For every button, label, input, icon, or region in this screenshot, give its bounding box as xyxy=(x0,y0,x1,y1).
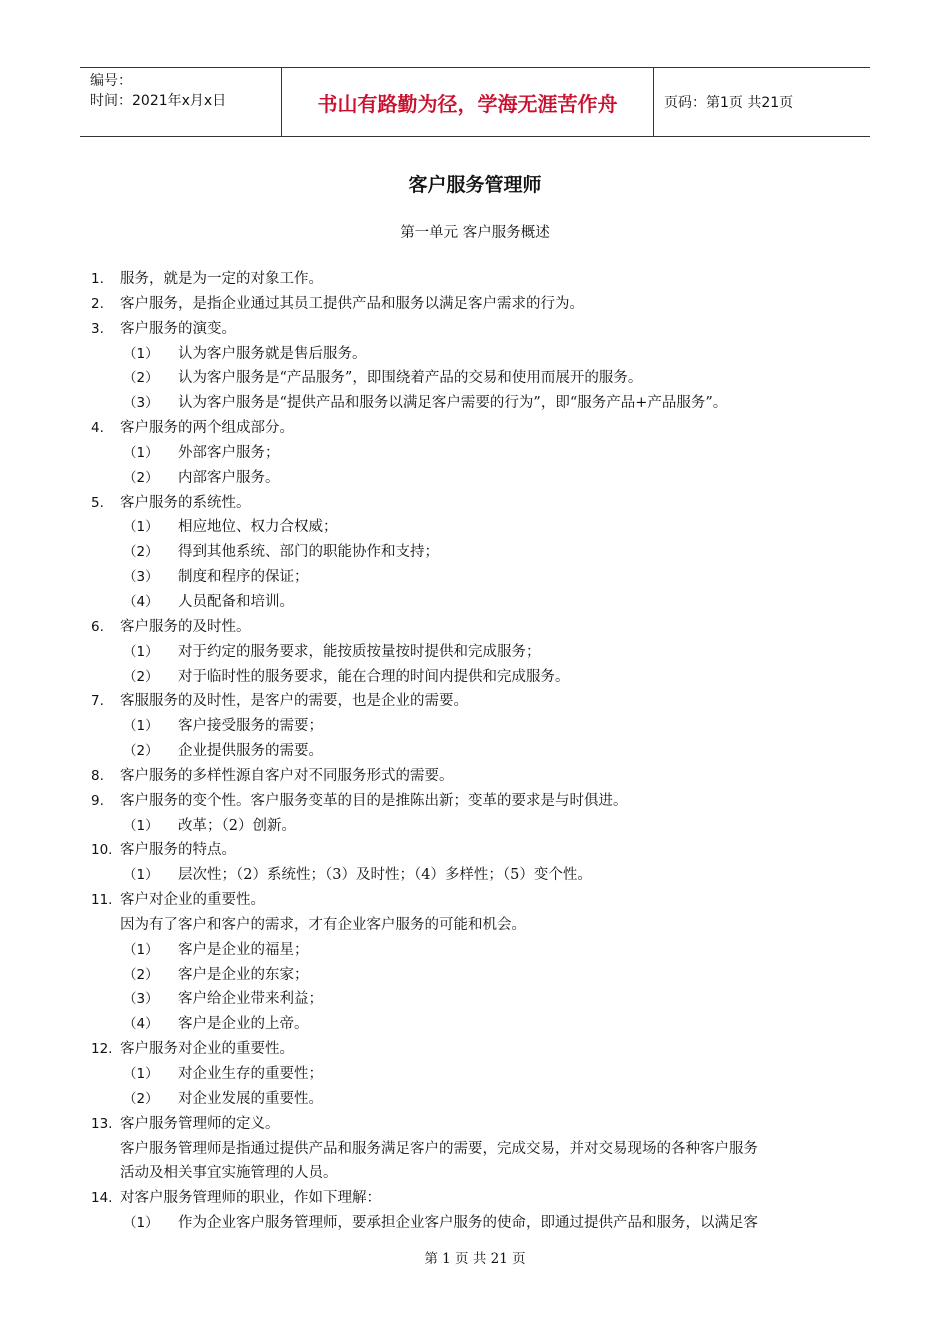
header-number-label: 编号： xyxy=(90,73,132,89)
page-footer: 第 1 页 共 21 页 xyxy=(424,1251,526,1267)
sub-item-number: （1） xyxy=(123,643,159,660)
document-title: 客户服务管理师 xyxy=(408,174,542,196)
sub-list-item xyxy=(0,1012,950,1037)
sub-list-item xyxy=(0,441,950,466)
sub-list-item xyxy=(0,515,950,540)
sub-item-text: 改革；（2）创新。 xyxy=(178,817,296,834)
sub-list-item xyxy=(0,714,950,739)
sub-item-text: 制度和程序的保证； xyxy=(178,569,309,586)
list-item-text: 客户服务管理师的定义。 xyxy=(120,1115,280,1132)
list-item xyxy=(0,317,950,342)
list-item xyxy=(0,1037,950,1062)
sub-list-item xyxy=(0,342,950,367)
list-item-text: 客户服务的系统性。 xyxy=(120,494,251,511)
list-item-text: 客户对企业的重要性。 xyxy=(120,892,265,909)
sub-list-item xyxy=(0,863,950,888)
list-item xyxy=(0,615,950,640)
sub-list-item xyxy=(0,391,950,416)
sub-item-text: 作为企业客户服务管理师，要承担企业客户服务的使命，即通过提供产品和服务，以满足客 xyxy=(178,1215,758,1232)
list-item-number: 13. xyxy=(91,1115,113,1132)
sub-item-number: （2） xyxy=(123,1090,159,1107)
list-item xyxy=(0,764,950,789)
header-page-code: 页码：第1页 共21页 xyxy=(664,95,794,111)
list-item-number: 6. xyxy=(91,618,104,635)
list-item-text: 客户服务的特点。 xyxy=(120,842,236,859)
header-motto: 书山有路勤为径，学海无涯苦作舟 xyxy=(282,68,654,136)
sub-item-number: （2） xyxy=(123,370,159,387)
sub-item-text: 外部客户服务； xyxy=(178,444,280,461)
sub-item-number: （2） xyxy=(123,544,159,561)
sub-list-item xyxy=(0,739,950,764)
list-item xyxy=(0,838,950,863)
list-item xyxy=(0,416,950,441)
sub-list-item xyxy=(0,987,950,1012)
sub-list-item xyxy=(0,590,950,615)
page-header xyxy=(80,67,870,137)
sub-list-item xyxy=(0,665,950,690)
list-item xyxy=(0,888,950,913)
sub-list-item xyxy=(0,366,950,391)
sub-item-number: （1） xyxy=(123,718,159,735)
sub-list-item xyxy=(0,814,950,839)
sub-item-text: 客户是企业的福星； xyxy=(178,941,309,958)
list-item xyxy=(0,689,950,714)
list-item-number: 1. xyxy=(91,271,104,287)
list-item-text: 服务，就是为一定的对象工作。 xyxy=(120,271,323,287)
sub-item-number: （3） xyxy=(123,991,159,1008)
sub-item-number: （2） xyxy=(123,668,159,685)
list-item-text: 客户服务的演变。 xyxy=(120,320,236,337)
sub-item-text: 人员配备和培训。 xyxy=(178,593,294,610)
list-item-number: 11. xyxy=(91,892,113,909)
sub-item-text: 客户是企业的东家； xyxy=(178,966,309,983)
document-subtitle: 第一单元 客户服务概述 xyxy=(400,225,550,241)
sub-item-number: （2） xyxy=(123,966,159,983)
list-item xyxy=(0,1112,950,1137)
sub-list-item xyxy=(0,1062,950,1087)
sub-list-item xyxy=(0,466,950,491)
sub-item-text: 认为客户服务是“产品服务”，即围绕着产品的交易和使用而展开的服务。 xyxy=(178,370,643,387)
sub-item-number: （3） xyxy=(123,395,159,412)
sub-item-number: （1） xyxy=(123,941,159,958)
sub-list-item xyxy=(0,540,950,565)
list-item-number: 14. xyxy=(91,1190,113,1207)
list-item-text: 对客户服务管理师的职业，作如下理解： xyxy=(120,1190,381,1207)
sub-list-item xyxy=(0,565,950,590)
paragraph-line xyxy=(0,1137,950,1162)
sub-item-number: （2） xyxy=(123,469,159,486)
sub-item-number: （1） xyxy=(123,1215,159,1232)
sub-list-item xyxy=(0,938,950,963)
sub-item-text: 客户给企业带来利益； xyxy=(178,991,323,1008)
sub-item-text: 客户是企业的上帝。 xyxy=(178,1016,309,1033)
sub-item-text: 认为客户服务是“提供产品和服务以满足客户需要的行为”，即“服务产品+产品服务”。 xyxy=(178,395,728,412)
sub-item-number: （1） xyxy=(123,345,159,362)
sub-item-text: 企业提供服务的需要。 xyxy=(178,743,323,760)
list-item-number: 4. xyxy=(91,420,104,437)
sub-item-text: 对企业生存的重要性； xyxy=(178,1066,323,1082)
sub-list-item xyxy=(0,640,950,665)
sub-item-number: （3） xyxy=(123,569,159,586)
list-item-text: 客户服务，是指企业通过其员工提供产品和服务以满足客户需求的行为。 xyxy=(120,295,584,312)
paragraph-line xyxy=(0,913,950,938)
document-body xyxy=(0,267,950,1236)
list-item-text: 客户服务的多样性源自客户对不同服务形式的需要。 xyxy=(120,767,454,784)
sub-item-text: 对于临时性的服务要求，能在合理的时间内提供和完成服务。 xyxy=(178,668,570,685)
list-item xyxy=(0,1186,950,1211)
sub-item-number: （1） xyxy=(123,817,159,834)
sub-item-text: 得到其他系统、部门的职能协作和支持； xyxy=(178,544,439,561)
list-item xyxy=(0,491,950,516)
sub-item-text: 认为客户服务就是售后服务。 xyxy=(178,345,367,362)
list-item-text: 客户服务的及时性。 xyxy=(120,618,251,635)
list-item xyxy=(0,267,950,292)
sub-item-number: （1） xyxy=(123,519,159,536)
sub-item-text: 内部客户服务。 xyxy=(178,469,280,486)
paragraph-line xyxy=(0,1161,950,1186)
sub-item-number: （4） xyxy=(123,593,159,610)
list-item-text: 客户服务对企业的重要性。 xyxy=(120,1041,294,1058)
list-item-number: 9. xyxy=(91,792,104,809)
sub-list-item xyxy=(0,1211,950,1236)
sub-item-number: （1） xyxy=(123,1066,159,1082)
sub-item-text: 相应地位、权力合权威； xyxy=(178,519,338,536)
header-left-cell xyxy=(80,68,282,136)
sub-list-item xyxy=(0,963,950,988)
list-item-number: 5. xyxy=(91,494,104,511)
list-item xyxy=(0,292,950,317)
list-item-text: 客户服务的变个性。客户服务变革的目的是推陈出新；变革的要求是与时俱进。 xyxy=(120,792,628,809)
list-item-text: 客户服务的两个组成部分。 xyxy=(120,420,294,437)
list-item-number: 7. xyxy=(91,693,104,710)
paragraph-text: 活动及相关事宜实施管理的人员。 xyxy=(120,1165,338,1182)
paragraph-text: 客户服务管理师是指通过提供产品和服务满足客户的需要，完成交易，并对交易现场的各种客户服务 xyxy=(120,1140,758,1157)
sub-item-number: （4） xyxy=(123,1016,159,1033)
sub-item-text: 客户接受服务的需要； xyxy=(178,718,323,735)
list-item-number: 12. xyxy=(91,1041,113,1058)
list-item-number: 2. xyxy=(91,295,104,312)
list-item-number: 10. xyxy=(91,842,113,859)
list-item-number: 3. xyxy=(91,320,104,337)
paragraph-text: 因为有了客户和客户的需求，才有企业客户服务的可能和机会。 xyxy=(120,916,526,933)
sub-list-item xyxy=(0,1087,950,1112)
list-item-number: 8. xyxy=(91,767,104,784)
sub-item-text: 层次性；（2）系统性；（3）及时性；（4）多样性；（5）变个性。 xyxy=(178,867,592,884)
sub-item-number: （1） xyxy=(123,444,159,461)
list-item-text: 客服服务的及时性，是客户的需要，也是企业的需要。 xyxy=(120,693,468,710)
sub-item-number: （1） xyxy=(123,867,159,884)
sub-item-text: 对于约定的服务要求，能按质按量按时提供和完成服务； xyxy=(178,643,541,660)
sub-item-text: 对企业发展的重要性。 xyxy=(178,1090,323,1107)
sub-item-number: （2） xyxy=(123,743,159,760)
list-item xyxy=(0,789,950,814)
header-time-label: 时间：2021年x月x日 xyxy=(90,93,227,109)
